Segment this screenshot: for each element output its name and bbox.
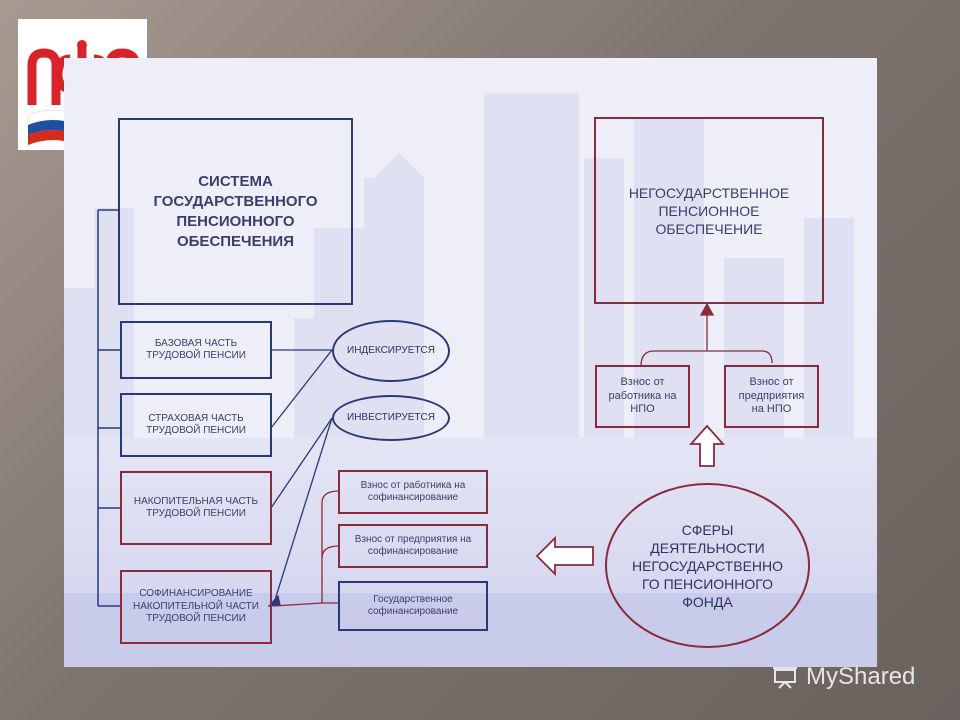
non-state-pension-box bbox=[594, 117, 824, 304]
component-label: БАЗОВАЯ ЧАСТЬ ТРУДОВОЙ ПЕНСИИ bbox=[146, 337, 246, 361]
indexed-ellipse bbox=[332, 320, 450, 382]
state-pension-system-label: СИСТЕМА ГОСУДАРСТВЕННОГО ПЕНСИОННОГО ОБЕСПЕЧЕНИЯ bbox=[153, 172, 318, 250]
presentation-icon bbox=[770, 665, 800, 689]
npo-contribution-label: Взнос от работника на НПО bbox=[608, 376, 677, 416]
npo-contribution-employer bbox=[724, 365, 819, 428]
component-label: СОФИНАНСИРОВАНИЕ НАКОПИТЕЛЬНОЙ ЧАСТИ ТРУДОВОЙ ПЕНСИИ bbox=[133, 588, 259, 625]
cofinancing-source-label: Взнос от работника на софинансирование bbox=[360, 479, 466, 503]
npf-spheres-ellipse bbox=[605, 483, 810, 648]
non-state-pension-label: НЕГОСУДАРСТВЕННОЕ ПЕНСИОННОЕ ОБЕСПЕЧЕНИЕ bbox=[628, 184, 790, 237]
cofinancing-source-employee bbox=[338, 470, 488, 514]
component-box-cofinancing bbox=[120, 570, 272, 644]
component-box-funded bbox=[120, 471, 272, 545]
logo-letters: ПФР bbox=[82, 31, 85, 32]
invested-ellipse bbox=[332, 395, 450, 441]
cofinancing-source-label: Государственное софинансирование bbox=[367, 593, 459, 617]
npo-contribution-employee bbox=[595, 365, 690, 428]
cofinancing-source-employer bbox=[338, 524, 488, 568]
invested-label: ИНВЕСТИРУЕТСЯ bbox=[347, 411, 435, 423]
component-box-basic bbox=[120, 321, 272, 379]
cofinancing-source-label: Взнос от предприятия на софинансирование bbox=[354, 533, 472, 557]
cofinancing-source-state bbox=[338, 581, 488, 631]
indexed-label: ИНДЕКСИРУЕТСЯ bbox=[347, 344, 435, 356]
logo-letter-p bbox=[32, 53, 56, 105]
component-label: СТРАХОВАЯ ЧАСТЬ ТРУДОВОЙ ПЕНСИИ bbox=[146, 412, 246, 436]
component-box-insurance bbox=[120, 393, 272, 457]
watermark bbox=[770, 662, 915, 692]
diagram-slide bbox=[64, 58, 877, 667]
npf-spheres-label: СФЕРЫ ДЕЯТЕЛЬНОСТИ НЕГОСУДАРСТВЕННО ГО ПЕНСИОННОГО ФОНДА bbox=[631, 521, 784, 610]
watermark-text: MyShared bbox=[806, 663, 916, 690]
npo-contribution-label: Взнос от предприятия на НПО bbox=[738, 376, 805, 416]
state-pension-system-box bbox=[118, 118, 353, 305]
component-label: НАКОПИТЕЛЬНАЯ ЧАСТЬ ТРУДОВОЙ ПЕНСИИ bbox=[133, 495, 259, 519]
